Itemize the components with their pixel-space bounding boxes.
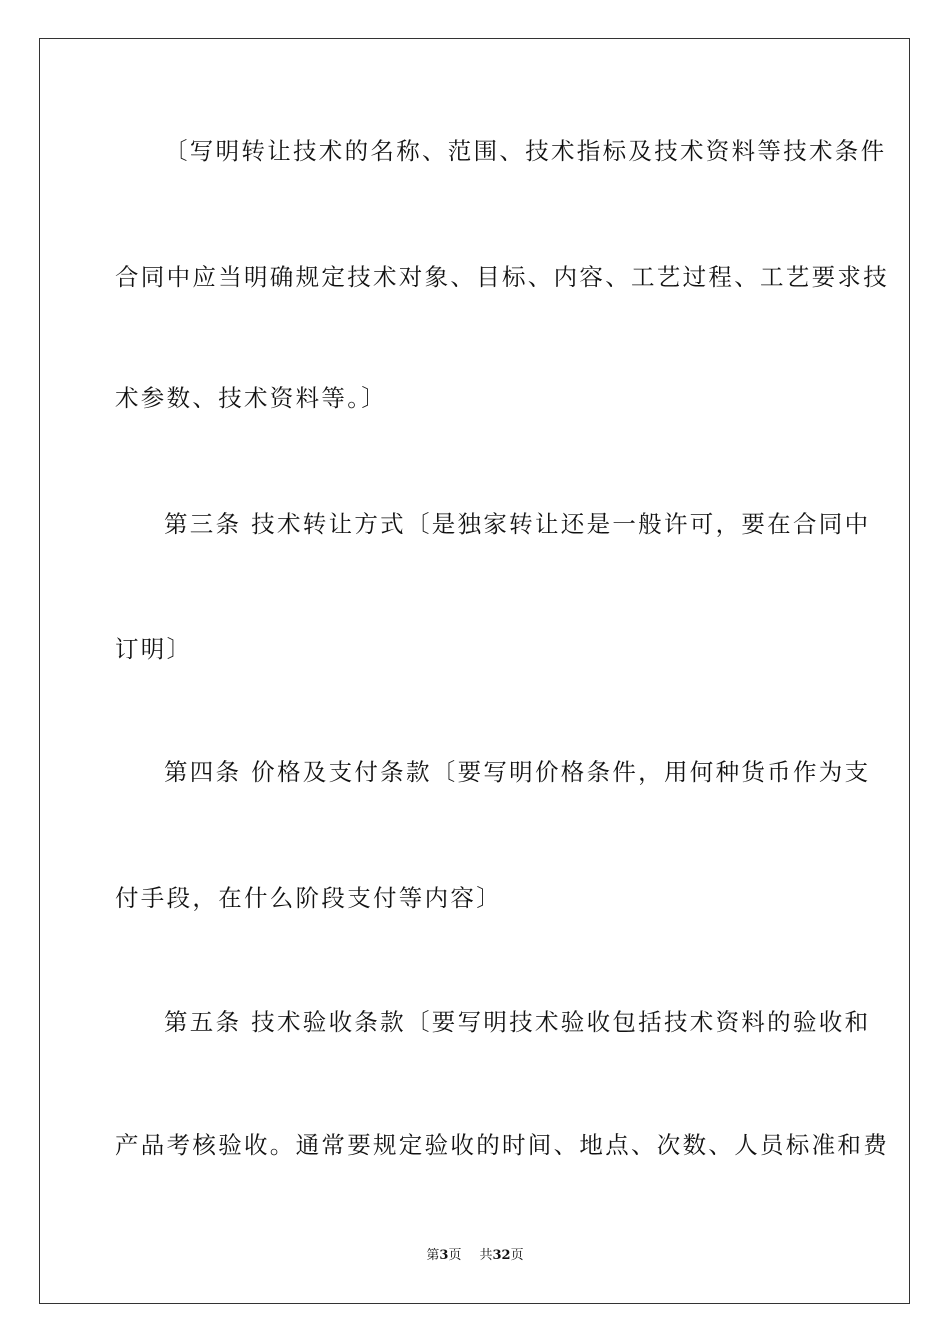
page-number: 3	[439, 1248, 449, 1263]
page-prefix: 第	[426, 1248, 440, 1263]
paragraph-line: 〔写明转让技术的名称、范围、技术指标及技术资料等技术条件	[164, 137, 887, 165]
total-pages: 32	[492, 1248, 511, 1263]
paragraph-line: 第三条 技术转让方式〔是独家转让还是一般许可，要在合同中	[164, 510, 871, 538]
page-frame	[39, 38, 910, 1304]
total-suffix: 页	[510, 1248, 524, 1263]
page-suffix: 页	[448, 1248, 462, 1263]
paragraph-line: 术参数、技术资料等。〕	[115, 384, 388, 412]
paragraph-line: 付手段，在什么阶段支付等内容〕	[115, 884, 502, 912]
paragraph-line: 产品考核验收。通常要规定验收的时间、地点、次数、人员标准和费	[115, 1131, 889, 1159]
total-prefix: 共	[479, 1248, 493, 1263]
paragraph-line: 订明〕	[115, 635, 193, 663]
paragraph-line: 第四条 价格及支付条款〔要写明价格条件，用何种货币作为支	[164, 758, 871, 786]
paragraph-line: 第五条 技术验收条款〔要写明技术验收包括技术资料的验收和	[164, 1008, 871, 1036]
paragraph-line: 合同中应当明确规定技术对象、目标、内容、工艺过程、工艺要求技	[115, 263, 889, 291]
page-footer	[0, 1247, 950, 1265]
